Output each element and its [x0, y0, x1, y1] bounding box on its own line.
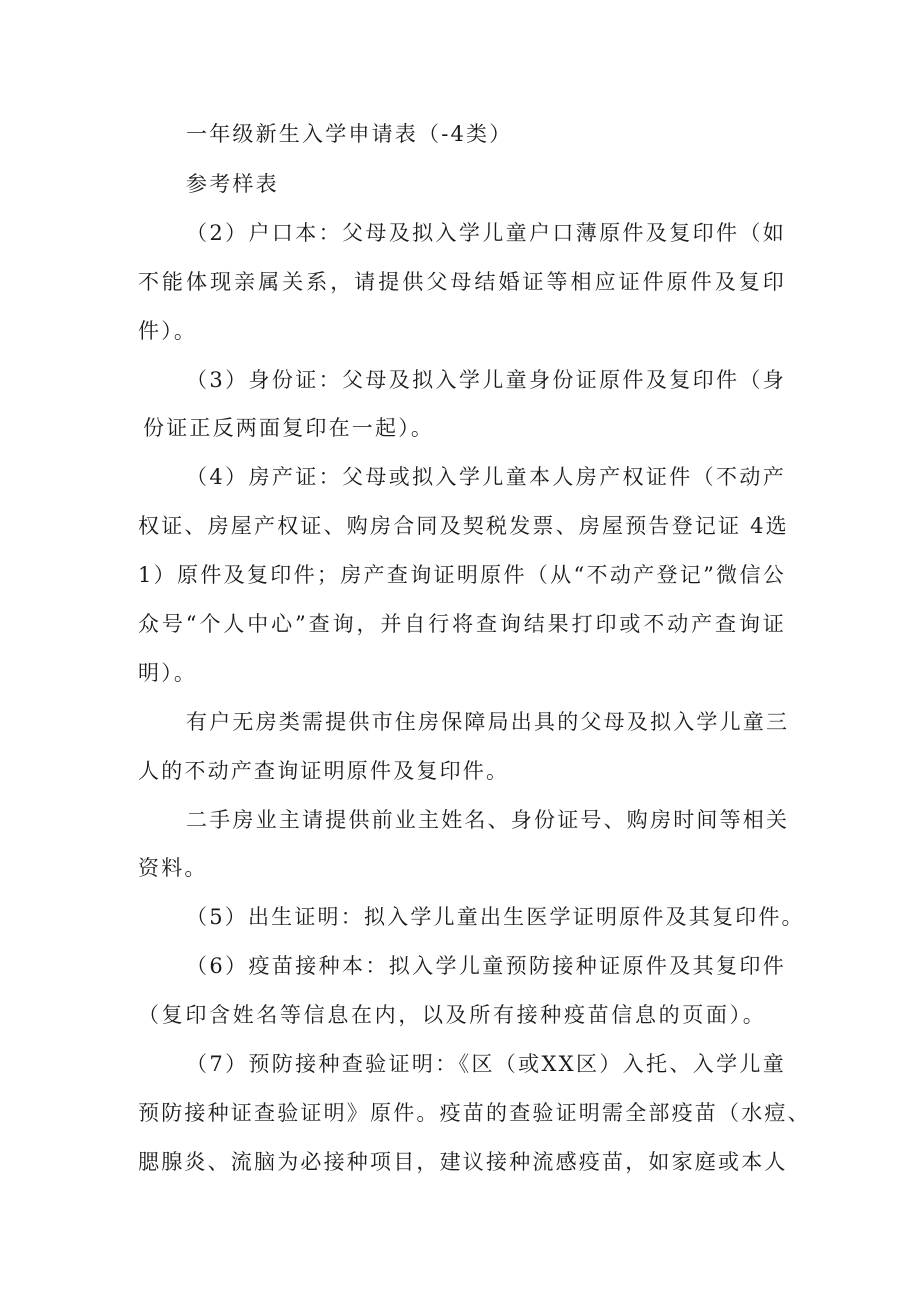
paragraph-line: 份证正反两面复印在一起）。 — [143, 416, 435, 440]
document-title: 一年级新生入学申请表（-4类） — [186, 122, 513, 146]
paragraph-line: 人的不动产查询证明原件及复印件。 — [138, 759, 510, 783]
paragraph-line: 权证、房屋产权证、购房合同及契税发票、房屋预告登记证 4选 — [138, 514, 789, 538]
paragraph-line: （2）户口本：父母及拟入学儿童户口薄原件及复印件（如 — [186, 221, 786, 245]
paragraph-line: （4）房产证：父母或拟入学儿童本人房产权证件（不动产 — [186, 465, 786, 489]
paragraph-line: 不能体现亲属关系，请提供父母结婚证等相应证件原件及复印 — [138, 270, 786, 294]
paragraph-line: 1）原件及复印件；房产查询证明原件（从“不动产登记”微信公 — [138, 563, 786, 587]
paragraph-line: 资料。 — [138, 856, 208, 880]
paragraph-line: 明）。 — [138, 661, 198, 685]
paragraph-line: （3）身份证：父母及拟入学儿童身份证原件及复印件（身 — [186, 368, 786, 392]
paragraph-line: 有户无房类需提供市住房保障局出具的父母及拟入学儿童三 — [186, 710, 790, 734]
paragraph-line: （6）疫苗接种本：拟入学儿童预防接种证原件及其复印件 — [186, 954, 786, 978]
paragraph-line: （5）出生证明：拟入学儿童出生医学证明原件及其复印件。 — [186, 905, 805, 929]
paragraph-line: 众号“个人中心”查询，并自行将查询结果打印或不动产查询证 — [138, 612, 786, 636]
paragraph-line: 件）。 — [138, 319, 198, 343]
document-subtitle: 参考样表 — [186, 172, 279, 196]
paragraph-line: （7）预防接种查验证明：《区（或XX区）入托、入学儿童 — [186, 1052, 786, 1076]
paragraph-line: 腮腺炎、流脑为必接种项目，建议接种流感疫苗，如家庭或本人 — [138, 1150, 788, 1174]
paragraph-line: 二手房业主请提供前业主姓名、身份证号、购房时间等相关 — [186, 808, 790, 832]
paragraph-line: （复印含姓名等信息在内，以及所有接种疫苗信息的页面）。 — [138, 1003, 766, 1027]
paragraph-line: 预防接种证查验证明》原件。疫苗的查验证明需全部疫苗（水痘、 — [138, 1101, 811, 1125]
